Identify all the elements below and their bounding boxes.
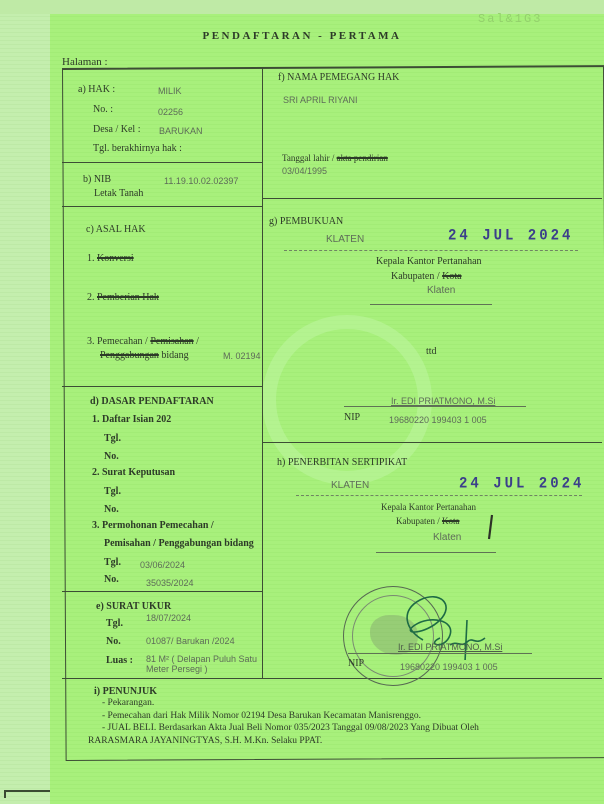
bidang-text: bidang: [161, 350, 189, 361]
pemegang-hak-name: SRI APRIL RIYANI: [283, 95, 358, 105]
tanggal-lahir-label: [282, 153, 388, 163]
hak-label: a) HAK :: [78, 84, 116, 95]
slash: /: [196, 336, 199, 347]
penunjuk-line-3: - JUAL BELI. Berdasarkan Akta Jual Beli Nomor 035/2023 Tanggal 09/08/2023 Yang Dibuat Oleh: [102, 723, 479, 733]
ttd-text: ttd: [426, 346, 437, 357]
nama-pemegang-hak-heading: f) NAMA PEMEGANG HAK: [278, 72, 400, 83]
asal-hak-item-3-line2: [100, 350, 189, 361]
pembukuan-date-stamp: 24 JUL 2024: [448, 227, 574, 245]
daftar-isian-tgl: Tgl.: [104, 433, 121, 444]
tanggal-lahir-value: 03/04/1995: [282, 166, 328, 176]
penunjuk-heading: i) PENUNJUK: [94, 686, 158, 697]
faded-stamp: Sal&1G3: [478, 12, 543, 26]
nib-label: b) NIB: [83, 174, 112, 185]
pembukuan-office-1: Kepala Kantor Pertanahan: [376, 256, 482, 267]
penerbitan-dotted-line: [296, 495, 582, 496]
pembukuan-nip-label: NIP: [344, 412, 361, 423]
surat-ukur-heading: e) SURAT UKUR: [96, 601, 172, 612]
permohonan-no-label: No.: [104, 574, 119, 585]
surat-ukur-tgl-label: Tgl.: [106, 618, 123, 629]
item-2-num: 2.: [87, 292, 95, 303]
konversi-struck: Konversi: [97, 253, 134, 264]
penggabungan-struck: Penggabungan: [100, 350, 159, 361]
penerbitan-name-line: [348, 653, 532, 654]
surat-ukur-tgl-value: 18/07/2024: [146, 613, 192, 623]
halaman-label: Halaman :: [62, 56, 108, 68]
pembukuan-nip-value: 19680220 199403 1 005: [389, 415, 487, 425]
surat-keputusan-no: No.: [104, 504, 119, 515]
penerbitan-official-name: Ir. EDI PRIATMONO, M.Si: [398, 642, 503, 652]
penerbitan-office-2: [396, 516, 459, 526]
penerbitan-office-3: Klaten: [433, 532, 462, 543]
dasar-pendaftaran-heading: d) DASAR PENDAFTARAN: [90, 396, 214, 407]
tgl-berakhir-label: Tgl. berakhirnya hak :: [93, 143, 182, 154]
surat-ukur-no-value: 01087/ Barukan /2024: [146, 636, 235, 646]
asal-hak-heading: c) ASAL HAK: [86, 224, 146, 235]
penerbitan-date-stamp: 24 JUL 2024: [459, 475, 585, 493]
luas-value-line2: Meter Persegi ): [146, 664, 208, 674]
pembukuan-name-line: [344, 406, 526, 407]
penerbitan-place: KLATEN: [331, 480, 370, 491]
divider-a-b: [62, 162, 262, 163]
luas-label: Luas :: [106, 655, 133, 666]
pembukuan-official-name: Ir. EDI PRIATMONO, M.Si: [391, 396, 496, 406]
pembukuan-office-3: Klaten: [427, 285, 456, 296]
pembukuan-sign-line: [370, 304, 492, 305]
column-divider: [262, 68, 263, 678]
tanggal-lahir-text: Tanggal lahir /: [282, 153, 335, 163]
pemberian-hak-struck: Pemberian Hak: [97, 292, 159, 303]
kabupaten-text: Kabupaten /: [391, 271, 440, 282]
daftar-isian-label: 1. Daftar Isian 202: [92, 414, 172, 425]
asal-hak-reference: M. 02194: [223, 351, 261, 361]
pembukuan-office-2: [391, 271, 462, 282]
pemecahan-text: 3. Pemecahan /: [87, 336, 148, 347]
item-1-num: 1.: [87, 253, 95, 264]
penerbitan-office-1: Kepala Kantor Pertanahan: [381, 502, 476, 512]
pembukuan-heading: g) PEMBUKUAN: [269, 216, 344, 227]
penerbitan-sign-line: [376, 552, 496, 553]
permohonan-tgl-label: Tgl.: [104, 557, 121, 568]
daftar-isian-no: No.: [104, 451, 119, 462]
scanner-left-margin: [0, 0, 50, 804]
letak-tanah-label: Letak Tanah: [94, 188, 144, 199]
nib-value: 11.19.10.02.02397: [164, 176, 239, 186]
desa-label: Desa / Kel :: [93, 124, 141, 135]
penunjuk-line-1: - Pekarangan.: [102, 698, 155, 708]
akta-pendirian-struck: akta pendirian: [336, 153, 388, 163]
kabupaten-text: Kabupaten /: [396, 516, 440, 526]
permohonan-label-1: 3. Permohonan Pemecahan /: [92, 520, 214, 531]
permohonan-label-2: Pemisahan / Penggabungan bidang: [104, 538, 254, 549]
no-value: 02256: [158, 107, 184, 117]
pembukuan-dotted-line: [284, 250, 578, 251]
surat-ukur-no-label: No.: [106, 636, 121, 647]
pemisahan-struck: Pemisahan: [150, 336, 194, 347]
page-corner-mark: [4, 790, 50, 798]
divider-g-h: [262, 442, 602, 443]
asal-hak-item-2: [87, 292, 159, 303]
penerbitan-sertipikat-heading: h) PENERBITAN SERTIPIKAT: [277, 457, 408, 468]
permohonan-no-value: 35035/2024: [146, 578, 194, 588]
luas-value-line1: 81 M² ( Delapan Puluh Satu: [146, 654, 258, 664]
divider-b-c: [62, 206, 262, 207]
divider-f-g: [262, 198, 602, 199]
pembukuan-place: KLATEN: [326, 234, 365, 245]
surat-keputusan-label: 2. Surat Keputusan: [92, 467, 176, 478]
divider-d-e: [62, 591, 262, 592]
penunjuk-line-4: RARASMARA JAYANINGTYAS, S.H. M.Kn. Selaku PPAT.: [88, 736, 323, 746]
surat-keputusan-tgl: Tgl.: [104, 486, 121, 497]
desa-value: BARUKAN: [159, 126, 203, 136]
divider-e-i: [62, 678, 602, 679]
kota-struck: Kota: [442, 271, 462, 282]
kota-struck: Kota: [441, 516, 460, 526]
document-title: PENDAFTARAN - PERTAMA: [202, 30, 402, 42]
hak-value: MILIK: [158, 86, 182, 96]
penunjuk-line-2: - Pemecahan dari Hak Milik Nomor 02194 Desa Barukan Kecamatan Manisrenggo.: [102, 711, 421, 721]
divider-c-d: [62, 386, 262, 387]
asal-hak-item-1: [87, 253, 134, 264]
permohonan-tgl-value: 03/06/2024: [140, 560, 186, 570]
penerbitan-nip-label: NIP: [348, 658, 365, 669]
pen-stroke-icon: [487, 514, 495, 540]
asal-hak-item-3-line1: [87, 336, 199, 347]
penerbitan-nip-value: 19680220 199403 1 005: [400, 662, 498, 672]
no-label: No. :: [93, 104, 113, 115]
